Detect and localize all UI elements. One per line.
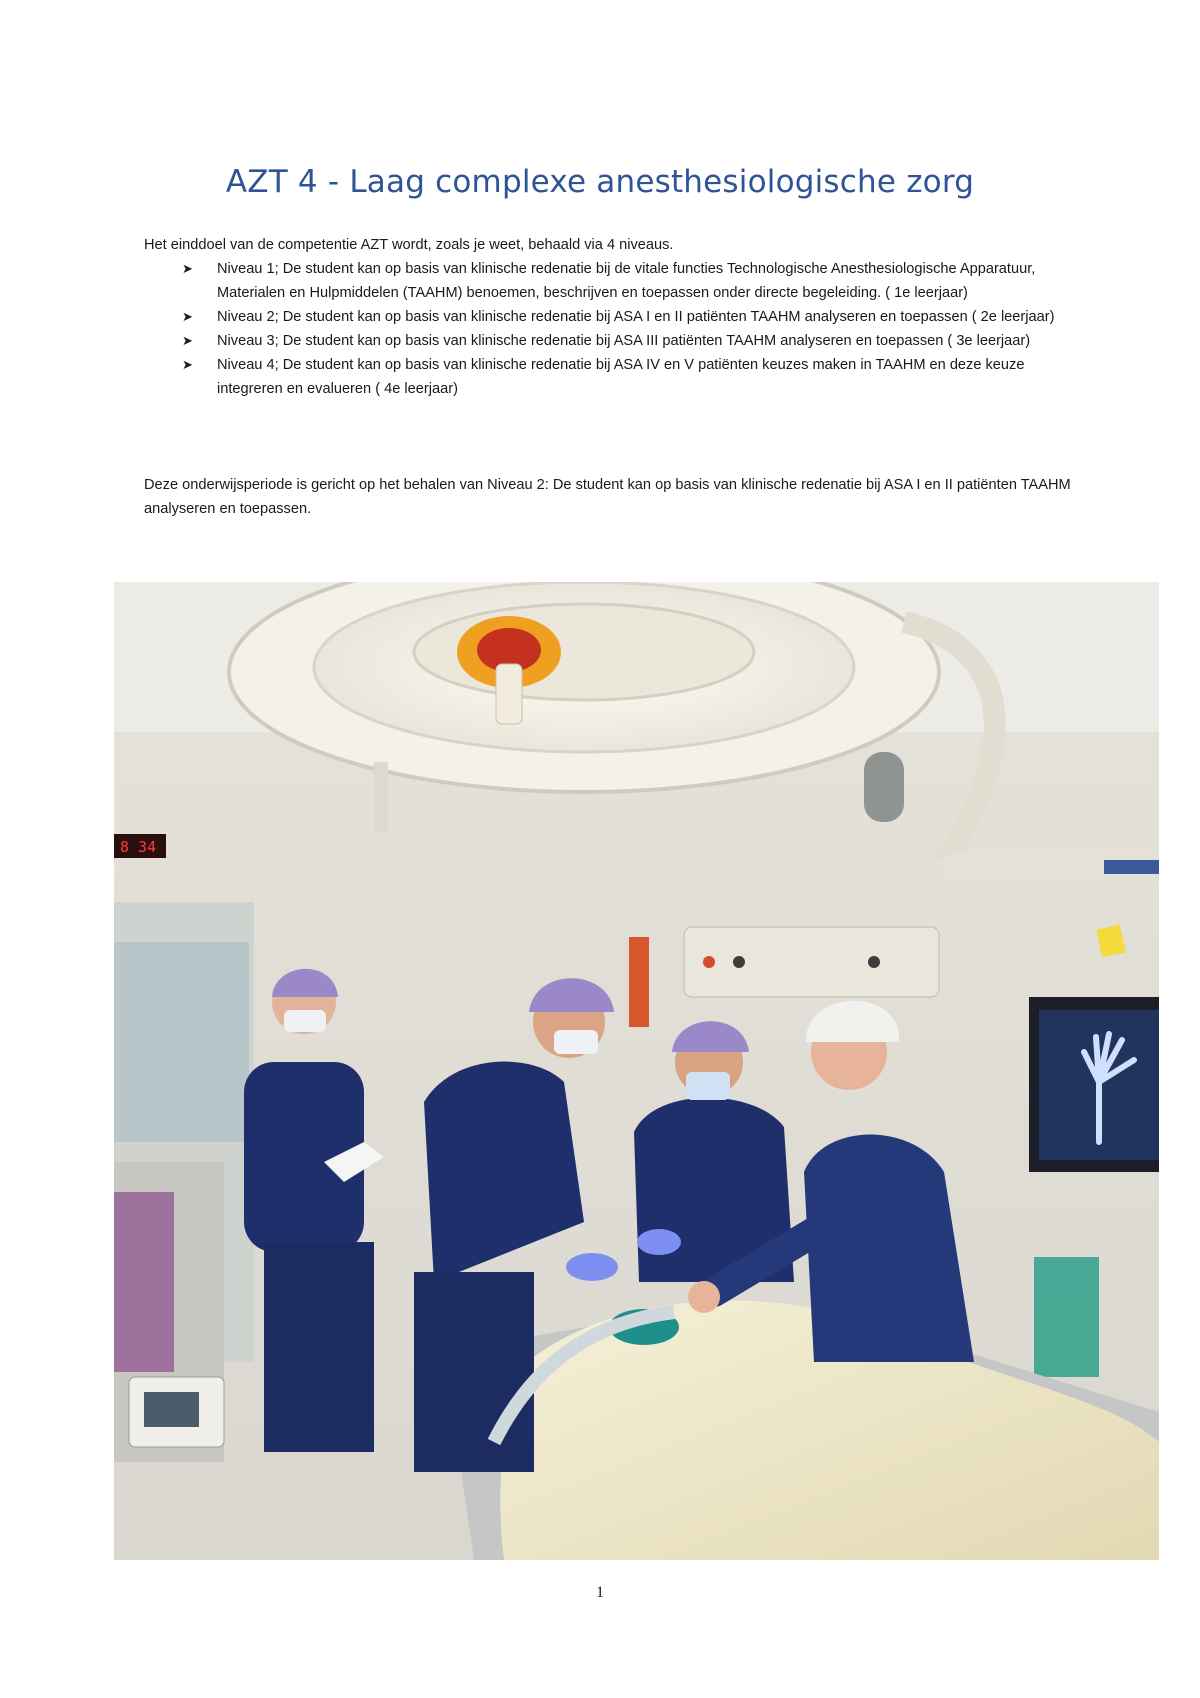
ceiling-arm	[214, 832, 574, 850]
glass-cabinet	[114, 942, 249, 1142]
arrow-bullet-icon: ➤	[182, 309, 193, 324]
green-waste-bin	[1034, 1257, 1099, 1377]
operating-room-illustration	[114, 582, 1159, 1560]
hand	[688, 1281, 720, 1313]
scrubs-pants	[264, 1242, 374, 1452]
gas-outlet-black-2	[868, 956, 880, 968]
level-list	[144, 257, 1084, 401]
arrow-bullet-icon: ➤	[182, 261, 193, 276]
level-text: Niveau 1; De student kan op basis van klinische redenatie bij de vitale functies Technologische Anesthesiologische Apparatuur, Materialen en Hulpmiddelen (TAAHM) benoemen, beschrijven en toepassen onder directe begeleiding. ( 1e leerjaar)	[217, 261, 1036, 301]
lamp-arm	[374, 762, 388, 832]
blue-glove	[637, 1229, 681, 1255]
level-text: Niveau 4; De student kan op basis van klinische redenatie bij ASA IV en V patiënten keuzes maken in TAAHM en deze keuze integreren en evalueren ( 4e leerjaar)	[217, 357, 1025, 397]
scrubs-pants	[414, 1272, 534, 1472]
list-item	[144, 353, 1084, 401]
list-item	[144, 329, 1084, 353]
level-text: Niveau 3; De student kan op basis van klinische redenatie bij ASA III patiënten TAAHM analyseren en toepassen ( 3e leerjaar)	[217, 333, 1031, 349]
operating-room-photo	[114, 582, 1159, 1560]
list-item	[144, 257, 1084, 305]
face-mask	[686, 1072, 730, 1100]
list-item	[144, 305, 1084, 329]
orange-connector	[629, 937, 649, 1027]
level-text: Niveau 2; De student kan op basis van klinische redenatie bij ASA I en II patiënten TAAHM analyseren en toepassen ( 2e leerjaar)	[217, 309, 1055, 325]
pendant-column	[864, 752, 904, 822]
purple-cabinet	[114, 1192, 174, 1372]
conclusion-paragraph: Deze onderwijsperiode is gericht op het behalen van Niveau 2: De student kan op basis van klinische redenatie bij ASA I en II patiënten TAAHM analyseren en toepassen.	[144, 477, 1071, 517]
pendant-label	[1104, 860, 1159, 874]
arrow-bullet-icon: ➤	[182, 357, 193, 372]
face-mask	[554, 1030, 598, 1054]
blue-glove	[566, 1253, 618, 1281]
gas-supply-unit	[684, 927, 939, 997]
lamp-grip	[496, 664, 522, 724]
gas-outlet-black	[733, 956, 745, 968]
arrow-bullet-icon: ➤	[182, 333, 193, 348]
gas-outlet-red	[703, 956, 715, 968]
intro-paragraph: Het einddoel van de competentie AZT wordt, zoals je weet, behaald via 4 niveaus.	[144, 237, 674, 253]
wall-clock-display: 8 34	[120, 838, 157, 856]
face-mask	[284, 1010, 326, 1032]
page-title: AZT 4 - Laag complexe anesthesiologische zorg	[225, 164, 975, 200]
page-number: 1	[596, 1584, 604, 1601]
monitor-screen	[144, 1392, 199, 1427]
